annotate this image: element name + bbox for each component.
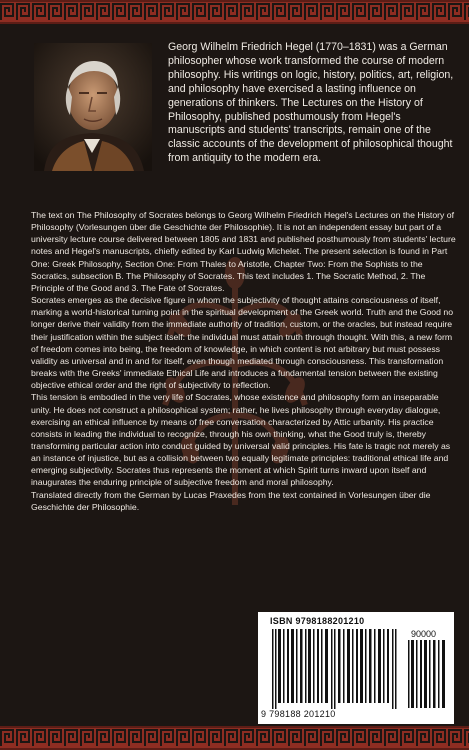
decorative-border-bottom bbox=[0, 726, 469, 750]
translator-note: Translated directly from the German by Lucas Praxedes from the text contained in Vorlesungen über die Geschichte der Philosophie. bbox=[31, 489, 431, 512]
addon-code: 90000 bbox=[411, 629, 437, 639]
author-portrait bbox=[34, 43, 152, 171]
description-paragraph: This tension is embodied in the very life of Socrates, whose existence and philosophy form an inseparable unity. He does not construct a philosophical system; rather, he lives philosophy through everyday dialogue, exercising an ethical influence by means of free conversation characterized by Attic urbanity. His practice consists in leading the individual to recognize, through his own thinking, what the Good truly is, thereby transforming particular action into conduct guided by universal valid principles. His fate is tragic not merely as an instance of injustice, but as a collision between two equally legitimate principles: traditional ethical life and emerging subjectivity. Socrates thus represents the moment at which Spirit turns inward upon itself and inaugurates the enduring principle of subjective freedom and moral philosophy. bbox=[31, 392, 451, 488]
author-biography: Georg Wilhelm Friedrich Hegel (1770–1831) was a German philosopher whose work transformed the course of modern philosophy. His writings on logic, history, politics, art, religion, and philosophy have exercised a lasting influence on generations of thinkers. The Lectures on the History of Philosophy, published posthumously from Hegel's manuscripts and students' transcripts, remain one of the classic accounts of the development of philosophical thought from antiquity to the modern era. bbox=[168, 41, 454, 165]
isbn-label: ISBN 9798188201210 bbox=[270, 616, 365, 626]
ean-digits: 9 798188 201210 bbox=[261, 709, 336, 719]
ean-barcode-bars bbox=[268, 629, 402, 709]
description-paragraph: Socrates emerges as the decisive figure in whom the subjectivity of thought attains consciousness of itself, marking a world-historical turning point in the spiritual development of the Greek world. Truth and the Good no longer derive their validity from the immediate authority of tradition, custom, or the oracles, but instead require their justification within the subject itself: the individual must attain truth through thought. With this, a new form of freedom comes into being, the freedom of knowledge, in which content is not arbitrary but must possess validity as universal and in and for itself, even though mediated through consciousness. This transformation breaks with the Greeks' immediate Ethical Life and introduces a fundamental tension between the existing objective ethical order and the right of subjectivity to reflection. bbox=[31, 295, 454, 391]
description-paragraph: The text on The Philosophy of Socrates belongs to Georg Wilhelm Friedrich Hegel's Lectures on the History of Philosophy (Vorlesungen über die Geschichte der Philosophie). It is not an independent essay but part of a university lecture course delivered between 1805 and 1831 and published posthumously from students' lecture notes and Hegel's manuscripts, chiefly edited by Karl Ludwig Michelet. The present selection is found in Part One: Greek Philosophy, Section One: From Thales to Aristotle, Chapter Two: From the Sophists to the Socratics, subsection B. The Philosophy of Socrates. This text includes 1. The Socratic Method, 2. The Principle of the Good and 3. The Fate of Socrates. bbox=[31, 210, 456, 293]
isbn-barcode bbox=[258, 612, 454, 724]
book-description bbox=[31, 209, 461, 513]
addon-barcode-bars bbox=[407, 640, 447, 708]
decorative-border-top bbox=[0, 0, 469, 24]
